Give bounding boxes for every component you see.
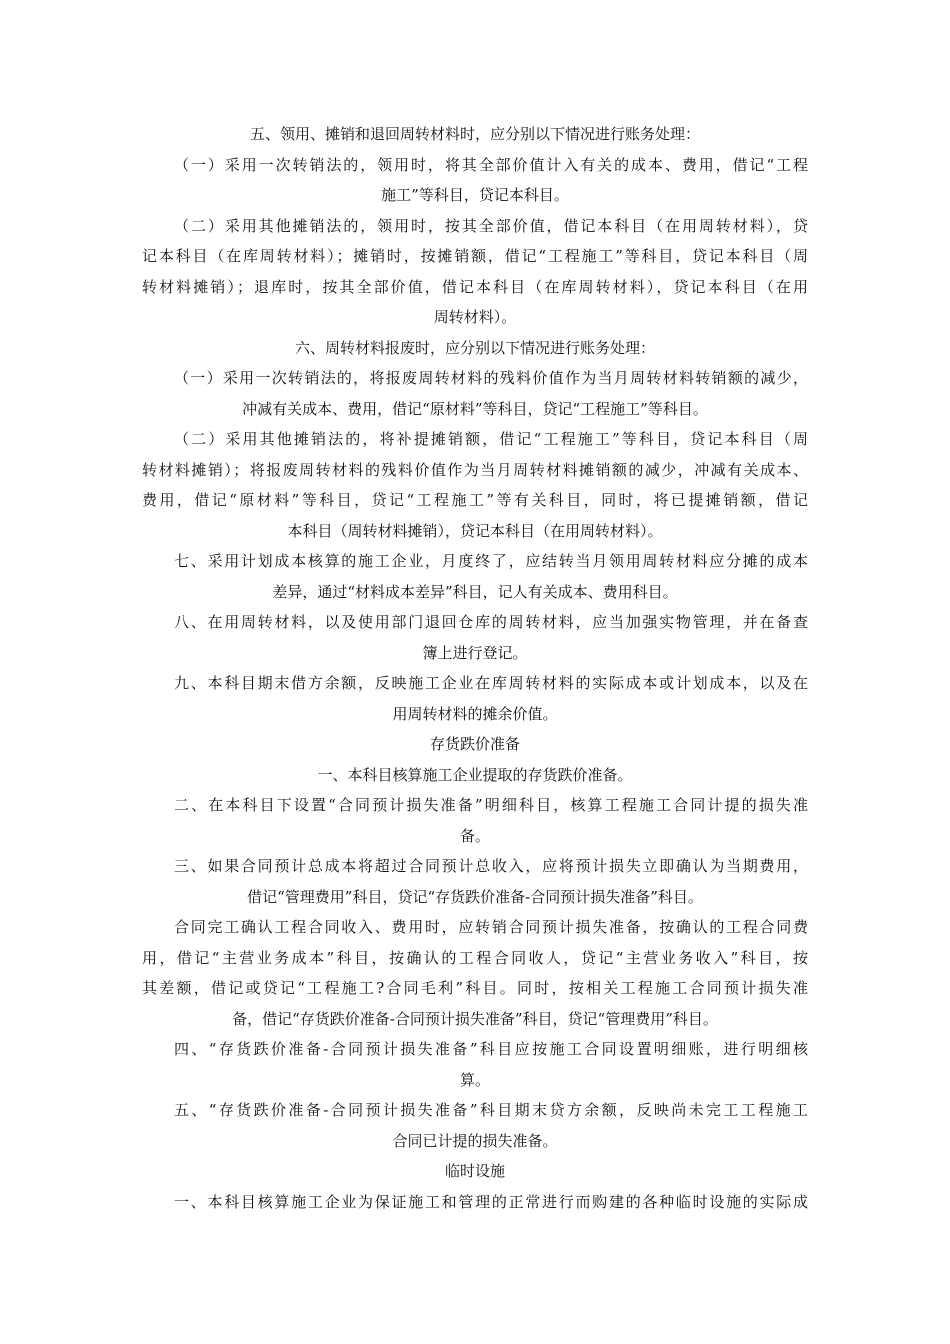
- text-line: 四、“存货跌价准备-合同预计损失准备”科目应按施工合同设置明细账，进行明细核: [174, 1040, 808, 1058]
- text-line: 一、本科目核算施工企业提取的存货跌价准备。: [317, 765, 633, 784]
- text-line: 备。: [459, 826, 490, 845]
- text-line: 五、“存货跌价准备-合同预计损失准备”科目期末贷方余额，反映尚未完工工程施工: [174, 1101, 808, 1119]
- text-line: 转材料摊销）；退库时，按其全部价值，借记本科目（在库周转材料），贷记本科目（在用: [142, 277, 808, 296]
- text-line: 费用，借记“原材料”等科目，贷记“工程施工”等有关科目，同时，将已提摊销额，借记: [142, 491, 808, 509]
- text-line: 合同完工确认工程合同收入、费用时，应转销合同预计损失准备，按确认的工程合同费: [174, 918, 808, 936]
- text-line: 七、采用计划成本核算的施工企业，月度终了，应结转当月领用周转材料应分摊的成本: [174, 552, 808, 570]
- text-line: （一）采用一次转销法的，将报废周转材料的残料价值作为当月周转材料转销额的减少，: [174, 369, 808, 387]
- text-line: 施工”等科目，贷记本科目。: [381, 186, 569, 204]
- text-line: 簿上进行登记。: [422, 643, 528, 662]
- text-line: 临时设施: [444, 1162, 505, 1180]
- text-line: 借记“管理费用”科目，贷记“存货跌价准备-合同预计损失准备”科目。: [247, 887, 703, 906]
- document-page: [142, 119, 808, 1217]
- text-line: 差异，通过“材料成本差异”科目，记人有关成本、费用科目。: [272, 582, 678, 601]
- text-line: 周转材料）。: [433, 308, 517, 326]
- text-line: 冲减有关成本、费用，借记“原材料”等科目，贷记“工程施工”等科目。: [242, 399, 708, 418]
- text-line: 二、在本科目下设置“合同预计损失准备”明细科目，核算工程施工合同计提的损失准: [174, 796, 808, 814]
- text-line: 合同已计提的损失准备。: [392, 1131, 558, 1150]
- text-line: 一、本科目核算施工企业为保证施工和管理的正常进行而购建的各种临时设施的实际成: [174, 1192, 808, 1211]
- text-line: （二）采用其他摊销法的，将补提摊销额，借记“工程施工”等科目，贷记本科目（周: [174, 430, 808, 448]
- text-line: 八、在用周转材料，以及使用部门退回仓库的周转材料，应当加强实物管理，并在备查: [174, 613, 808, 631]
- text-line: 三、如果合同预计总成本将超过合同预计总收入，应将预计损失立即确认为当期费用，: [174, 857, 808, 875]
- text-line: 存货跌价准备: [429, 735, 520, 753]
- text-line: 六、周转材料报废时，应分别以下情况进行账务处理：: [294, 338, 655, 357]
- text-line: 备，借记“存货跌价准备-合同预计损失准备”科目，贷记“管理费用”科目。: [232, 1009, 718, 1028]
- text-line: 本科目（周转材料摊销），贷记本科目（在用周转材料）。: [287, 521, 663, 540]
- text-line: 其差额，借记或贷记“工程施工?合同毛利”科目。同时，按相关工程施工合同预计损失准: [142, 979, 808, 997]
- text-line: 五、领用、摊销和退回周转材料时，应分别以下情况进行账务处理：: [249, 125, 700, 143]
- text-line: （一）采用一次转销法的，领用时，将其全部价值计入有关的成本、费用，借记“工程: [174, 155, 808, 174]
- text-line: 用，借记“主营业务成本”科目，按确认的工程合同收人，贷记“主营业务收入”科目，按: [142, 948, 808, 967]
- text-line: 转材料摊销）；将报废周转材料的残料价值作为当月周转材料摊销额的减少，冲减有关成本、: [142, 460, 808, 479]
- text-line: 记本科目（在库周转材料）；摊销时，按摊销额，借记“工程施工”等科目，贷记本科目（周: [142, 247, 808, 265]
- text-line: 算。: [459, 1070, 490, 1089]
- text-line: 用周转材料的摊余价值。: [392, 704, 558, 723]
- text-line: 九、本科目期末借方余额，反映施工企业在库周转材料的实际成本或计划成本，以及在: [174, 674, 808, 692]
- text-line: （二）采用其他摊销法的，领用时，按其全部价值，借记本科目（在用周转材料），贷: [174, 216, 808, 235]
